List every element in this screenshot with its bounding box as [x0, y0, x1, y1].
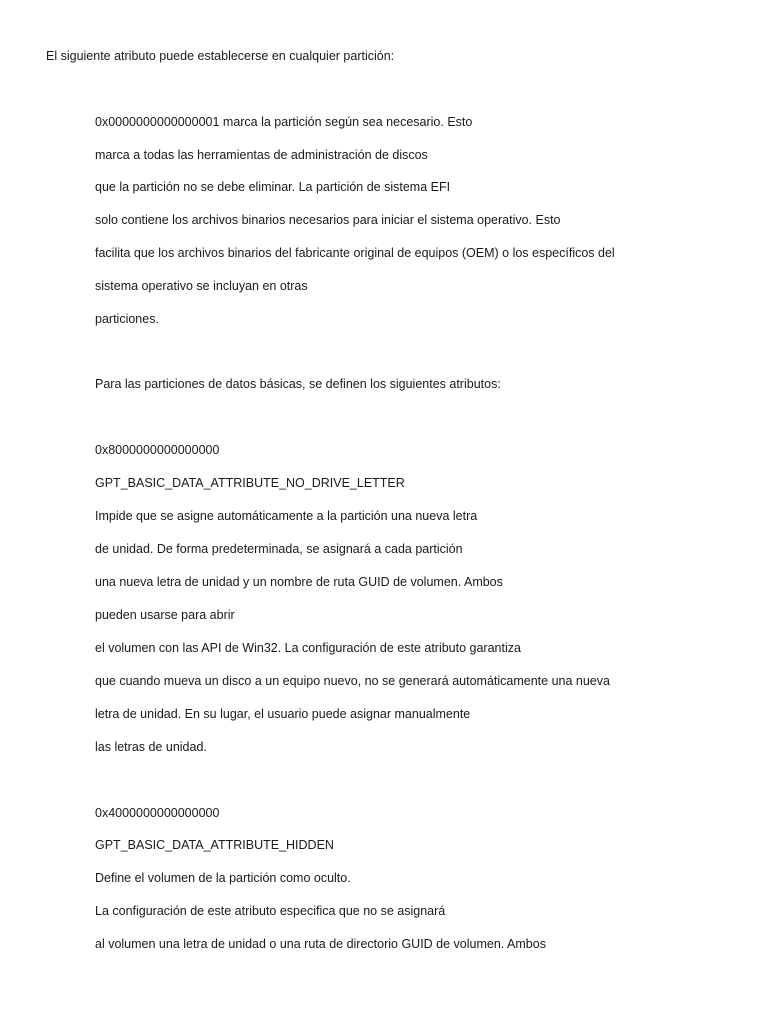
- attribute-description-line: letra de unidad. En su lugar, el usuario puede asignar manualmente: [95, 707, 471, 721]
- attribute-description-line: Define el volumen de la partición como oculto.: [95, 871, 351, 885]
- attribute-name: GPT_BASIC_DATA_ATTRIBUTE_HIDDEN: [95, 838, 334, 852]
- block1-line: sistema operativo se incluyan en otras: [95, 279, 308, 293]
- attribute-name: GPT_BASIC_DATA_ATTRIBUTE_NO_DRIVE_LETTER: [95, 476, 405, 490]
- attribute-description-line: el volumen con las API de Win32. La configuración de este atributo garantiza: [95, 641, 521, 655]
- attribute-value: 0x8000000000000000: [95, 443, 220, 457]
- attribute-value: 0x4000000000000000: [95, 806, 220, 820]
- attribute-description-line: de unidad. De forma predeterminada, se asignará a cada partición: [95, 542, 463, 556]
- attribute-description-line: que cuando mueva un disco a un equipo nuevo, no se generará automáticamente una nueva: [95, 674, 610, 688]
- block1-line: solo contiene los archivos binarios necesarios para iniciar el sistema operativo. Esto: [95, 213, 561, 227]
- block1-line: particiones.: [95, 312, 159, 326]
- block1-line: 0x0000000000000001 marca la partición según sea necesario. Esto: [95, 115, 473, 129]
- block1-line: que la partición no se debe eliminar. La partición de sistema EFI: [95, 180, 451, 194]
- intro-text: El siguiente atributo puede establecerse en cualquier partición:: [46, 49, 395, 63]
- attribute-description-line: al volumen una letra de unidad o una ruta de directorio GUID de volumen. Ambos: [95, 937, 546, 951]
- block1-line: facilita que los archivos binarios del fabricante original de equipos (OEM) o los específicos del: [95, 246, 615, 260]
- attribute-description-line: pueden usarse para abrir: [95, 608, 235, 622]
- attribute-description-line: Impide que se asigne automáticamente a la partición una nueva letra: [95, 509, 478, 523]
- attribute-description-line: las letras de unidad.: [95, 740, 207, 754]
- attribute-description-line: La configuración de este atributo especifica que no se asignará: [95, 904, 446, 918]
- block1-line: marca a todas las herramientas de administración de discos: [95, 148, 428, 162]
- attribute-description-line: una nueva letra de unidad y un nombre de ruta GUID de volumen. Ambos: [95, 575, 503, 589]
- basic-data-heading: Para las particiones de datos básicas, se definen los siguientes atributos:: [95, 377, 501, 391]
